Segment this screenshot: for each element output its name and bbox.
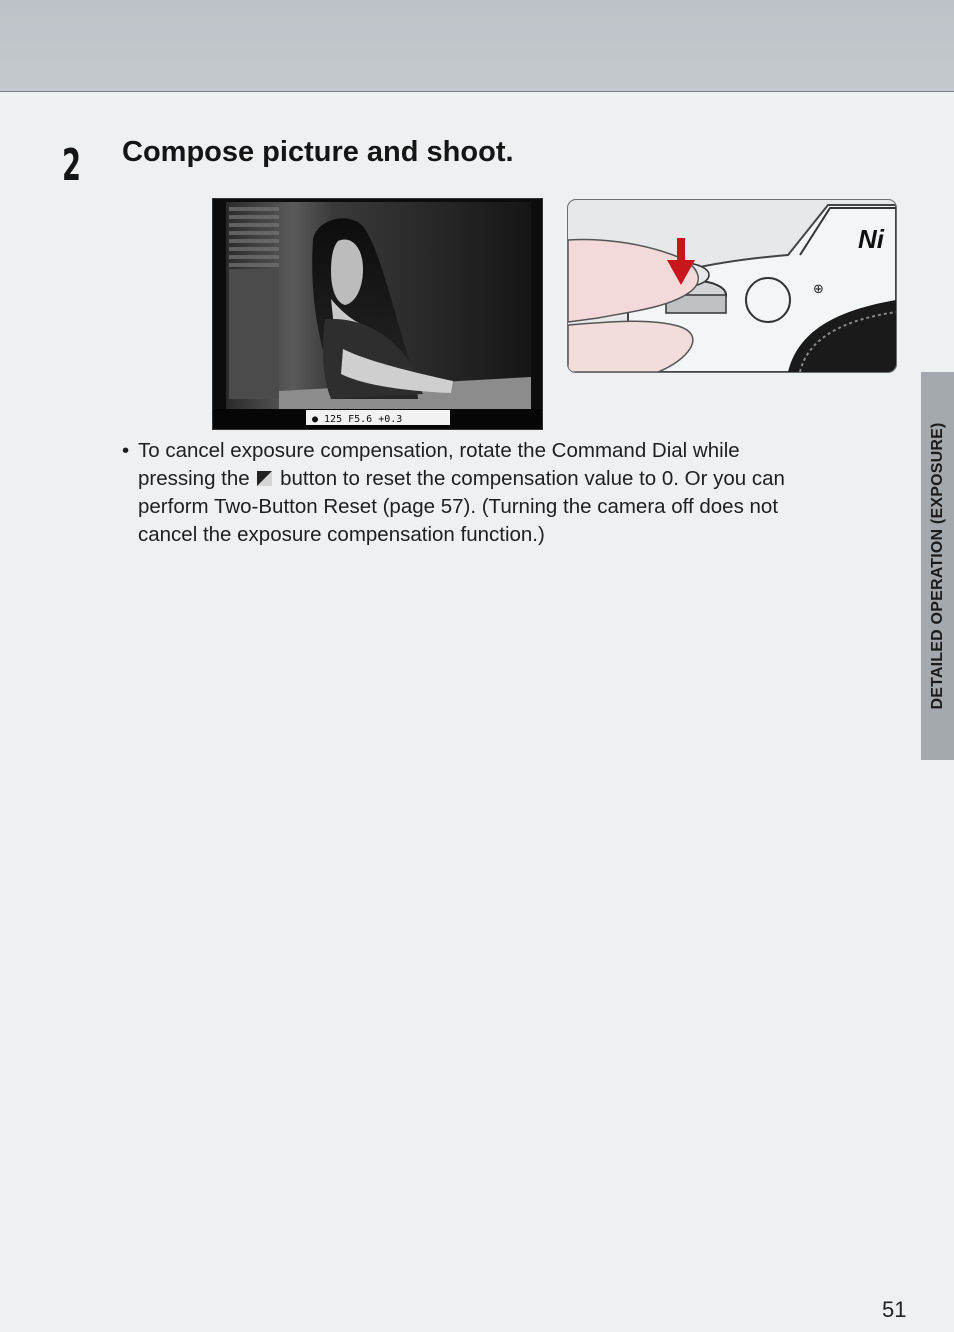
viewfinder-image (212, 198, 543, 430)
svg-text:⊕: ⊕ (813, 282, 824, 297)
section-side-tab (921, 372, 954, 760)
bullet-line-1 (122, 437, 892, 465)
camera-brand-mark: Ni (858, 224, 884, 254)
bullet-text-2b: button to reset the compensation value to 0. Or you can (280, 467, 785, 490)
page-number: 51 (882, 1297, 907, 1322)
bullet-line-4 (122, 521, 892, 549)
step-number: 2 (62, 140, 81, 191)
exposure-compensation-icon (257, 471, 272, 486)
viewfinder-readout: ● 125 F5.6 +0.3 (312, 414, 403, 425)
bullet-line-2 (122, 465, 892, 493)
bullet-text-3: perform Two-Button Reset (page 57). (Turning the camera off does not (138, 495, 779, 518)
camera-illustration (567, 199, 897, 373)
bullet-paragraph (122, 437, 892, 549)
section-side-tab-label: DETAILED OPERATION (EXPOSURE) (928, 422, 946, 710)
bullet-text-4: cancel the exposure compensation function.) (138, 523, 545, 546)
step-title: Compose picture and shoot. (122, 136, 514, 168)
bullet-marker: • (122, 439, 130, 462)
bullet-line-3 (122, 493, 892, 521)
header-band (0, 0, 954, 92)
bullet-text-1: To cancel exposure compensation, rotate the Command Dial while (138, 439, 740, 462)
bullet-text-2a: pressing the (138, 467, 250, 490)
